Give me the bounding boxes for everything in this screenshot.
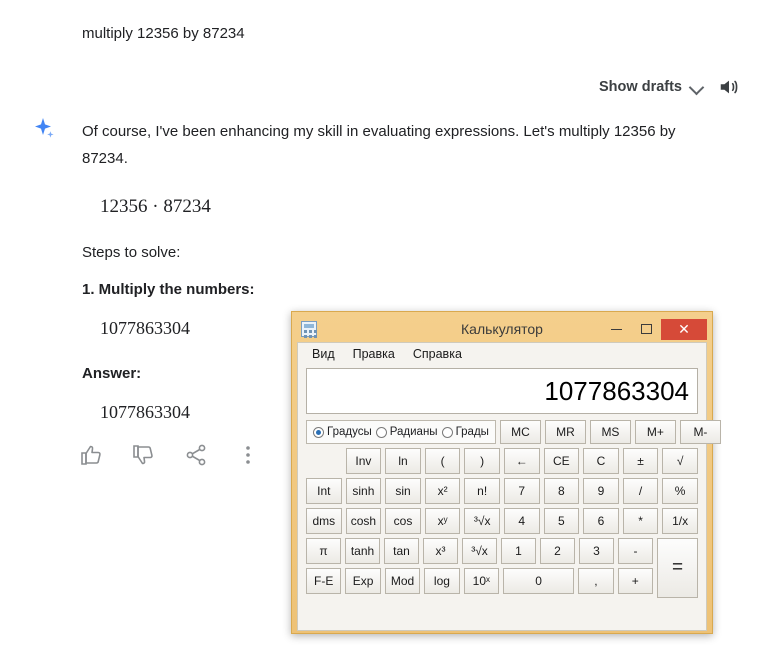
key-sinh[interactable]: sinh — [346, 478, 382, 504]
radio-grads[interactable] — [442, 426, 489, 438]
key-ln[interactable]: ln — [385, 448, 421, 474]
key-0[interactable]: 0 — [503, 568, 574, 594]
step-1-result: 1077863304 — [100, 318, 190, 338]
mode-and-memory-row — [306, 420, 708, 444]
radio-dot-icon — [313, 427, 324, 438]
key-multiply[interactable]: * — [623, 508, 659, 534]
chevron-down-icon — [690, 80, 704, 94]
key-m-minus[interactable]: M- — [680, 420, 721, 444]
keypad-row-3 — [306, 508, 698, 534]
drafts-row — [599, 76, 740, 98]
sparkle-icon — [32, 116, 56, 140]
key-factorial[interactable]: n! — [464, 478, 500, 504]
menu-item-help[interactable]: Справка — [412, 347, 462, 361]
key-backspace[interactable]: ← — [504, 448, 540, 474]
radio-dot-icon — [442, 427, 453, 438]
maximize-icon — [641, 324, 652, 334]
key-plus[interactable]: + — [618, 568, 653, 594]
calculator-menubar — [298, 343, 706, 365]
answer-intro: Of course, I've been enhancing my skill in evaluating expressions. Let's multiply 12356 by 87234. — [82, 123, 676, 167]
keypad-row-5 — [306, 568, 653, 594]
calculator-titlebar[interactable] — [297, 316, 707, 342]
key-percent[interactable]: % — [662, 478, 698, 504]
key-5[interactable]: 5 — [544, 508, 580, 534]
key-m-plus[interactable]: M+ — [635, 420, 676, 444]
answer-actions — [80, 443, 260, 467]
step-1-heading: 1. Multiply the numbers: — [82, 281, 255, 298]
key-decimal-separator[interactable]: , — [578, 568, 613, 594]
key-tan[interactable]: tan — [384, 538, 419, 564]
key-cos[interactable]: cos — [385, 508, 421, 534]
speaker-icon[interactable] — [718, 76, 740, 98]
key-fe[interactable]: F-E — [306, 568, 341, 594]
key-c[interactable]: C — [583, 448, 619, 474]
key-7[interactable]: 7 — [504, 478, 540, 504]
keypad-lower-left — [306, 538, 653, 598]
key-6[interactable]: 6 — [583, 508, 619, 534]
radio-degrees[interactable] — [313, 426, 372, 438]
key-2[interactable]: 2 — [540, 538, 575, 564]
key-exp[interactable]: Exp — [345, 568, 380, 594]
math-expression: 12356 · 87234 — [100, 196, 211, 217]
key-x-power-y[interactable]: xʸ — [425, 508, 461, 534]
key-dms[interactable]: dms — [306, 508, 342, 534]
maximize-button[interactable] — [631, 319, 661, 340]
key-mr[interactable]: MR — [545, 420, 586, 444]
key-y-root-x[interactable]: ³√x — [464, 508, 500, 534]
steps-label: Steps to solve: — [82, 244, 181, 261]
answer-label: Answer: — [82, 365, 142, 382]
keypad-lower — [306, 538, 698, 598]
key-ms[interactable]: MS — [590, 420, 631, 444]
radio-radians-label: Радианы — [389, 426, 438, 438]
calculator-display: 1077863304 — [306, 368, 698, 414]
key-close-paren[interactable]: ) — [464, 448, 500, 474]
key-9[interactable]: 9 — [583, 478, 619, 504]
answer-value: 1077863304 — [100, 402, 190, 422]
menu-item-edit[interactable]: Правка — [352, 347, 395, 361]
key-equals[interactable]: = — [657, 538, 698, 598]
share-icon[interactable] — [184, 443, 208, 467]
key-plus-minus[interactable]: ± — [623, 448, 659, 474]
keypad-row-4 — [306, 538, 653, 564]
show-drafts-label: Show drafts — [599, 79, 682, 95]
calculator-keypad — [306, 448, 698, 598]
radio-grads-label: Грады — [455, 426, 489, 438]
key-8[interactable]: 8 — [544, 478, 580, 504]
key-sin[interactable]: sin — [385, 478, 421, 504]
calculator-window — [291, 311, 713, 634]
key-minus[interactable]: - — [618, 538, 653, 564]
key-open-paren[interactable]: ( — [425, 448, 461, 474]
key-1[interactable]: 1 — [501, 538, 536, 564]
angle-mode-group — [306, 420, 496, 444]
key-log[interactable]: log — [424, 568, 459, 594]
key-sqrt[interactable]: √ — [662, 448, 698, 474]
key-int[interactable]: Int — [306, 478, 342, 504]
minimize-button[interactable] — [601, 319, 631, 340]
keypad-row-1 — [306, 448, 698, 474]
key-tanh[interactable]: tanh — [345, 538, 380, 564]
key-4[interactable]: 4 — [504, 508, 540, 534]
key-cube-root[interactable]: ³√x — [462, 538, 497, 564]
key-ce[interactable]: CE — [544, 448, 580, 474]
show-drafts-button[interactable] — [599, 79, 704, 95]
key-x-squared[interactable]: x² — [425, 478, 461, 504]
key-mod[interactable]: Mod — [385, 568, 420, 594]
close-button[interactable]: ✕ — [661, 319, 707, 340]
key-x-cubed[interactable]: x³ — [423, 538, 458, 564]
key-inv[interactable]: Inv — [346, 448, 382, 474]
key-3[interactable]: 3 — [579, 538, 614, 564]
calculator-body — [297, 342, 707, 631]
key-divide[interactable]: / — [623, 478, 659, 504]
thumb-down-icon[interactable] — [132, 443, 156, 467]
menu-item-view[interactable]: Вид — [312, 347, 335, 361]
window-controls — [601, 318, 707, 340]
radio-dot-icon — [376, 427, 387, 438]
minimize-icon — [611, 329, 622, 330]
radio-radians[interactable] — [376, 426, 438, 438]
calculator-title: Калькулятор — [461, 321, 543, 337]
key-mc[interactable]: MC — [500, 420, 541, 444]
keypad-row-2 — [306, 478, 698, 504]
key-pi[interactable]: π — [306, 538, 341, 564]
radio-degrees-label: Градусы — [327, 426, 372, 438]
key-cosh[interactable]: cosh — [346, 508, 382, 534]
user-prompt-text: multiply 12356 by 87234 — [82, 25, 245, 42]
more-options-icon[interactable] — [236, 443, 260, 467]
key-reciprocal[interactable]: 1/x — [662, 508, 698, 534]
key-ten-power-x[interactable]: 10ˣ — [464, 568, 499, 594]
equals-column — [657, 538, 698, 598]
thumb-up-icon[interactable] — [80, 443, 104, 467]
